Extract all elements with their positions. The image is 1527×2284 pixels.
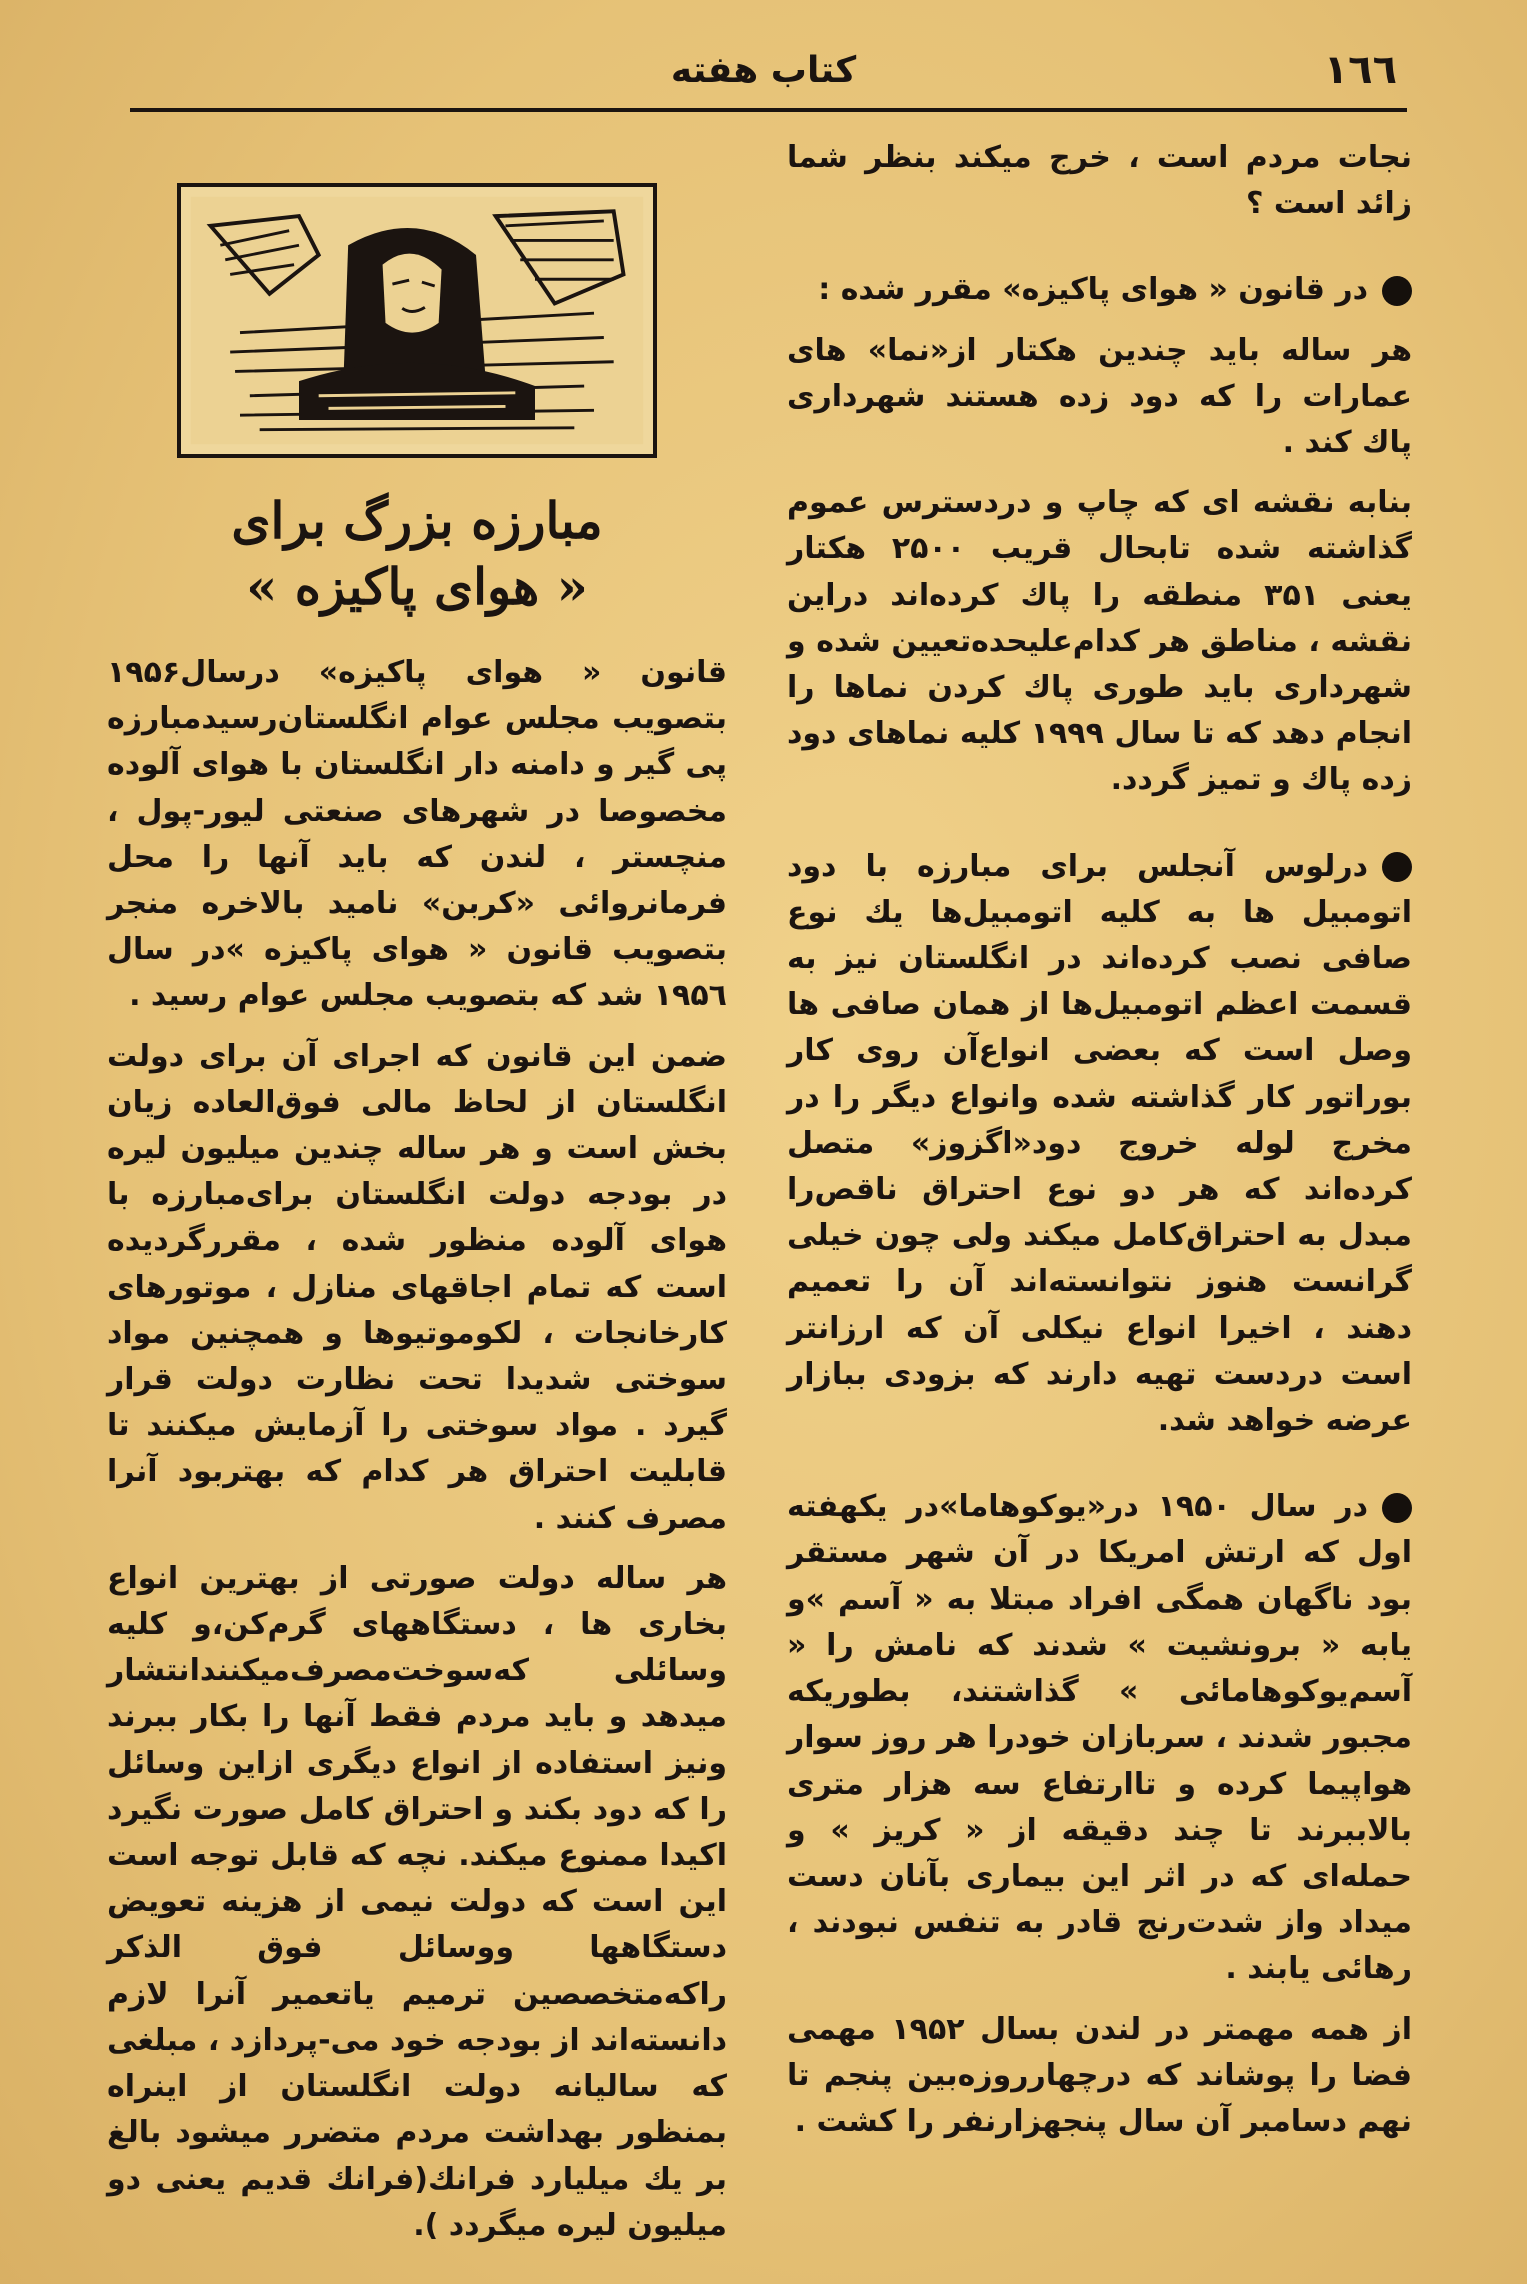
bullet-paragraph: در قانون « هوای پاکیزه» مقرر شده : (787, 267, 1412, 313)
left-column (107, 135, 727, 2249)
article-title-line: مبارزه بزرگ برای (231, 491, 603, 550)
bullet-icon (1382, 852, 1412, 882)
paragraph: هر ساله باید چندین هکتار از«نما» های عمارات را که دود زده هستند شهرداری پاك کند . (787, 332, 1412, 461)
right-column (787, 135, 1412, 2145)
magazine-title: کتاب هفته (670, 49, 857, 91)
paragraph: ضمن این قانون که اجرای آن برای دولت انگلستان از لحاظ مالی فوق‌العاده زیان بخش است و هر ساله چندین میلیون لیره در بودجه دولت انگلستان برای‌مبارزه با هوای آلوده منظور شده ، مقررگردیده است که تمام اجاقهای منازل ، موتورهای کارخانجات ، لکوموتیوها و همچنین مواد سوختی شدیدا تحت نظارت دولت قرار گیرد . مواد سوختی را آزمایش میکنند تا قابلیت احتراق هر کدام که بهتربود آنرا مصرف کنند . (107, 1038, 727, 1536)
bullet-icon (1382, 1493, 1412, 1523)
running-head (130, 40, 1397, 100)
bullet-paragraph: درلوس آنجلس برای مبارزه با دود اتومبیل ها به کلیه اتومبیل‌ها یك نوع صافی نصب کرده‌اند در انگلستان نیز به قسمت اعظم اتومبیل‌ها از همان صافی ها وصل است که بعضی انواع‌آن روی کار بوراتور کار گذاشته شده وانواع دیگر را در مخرج لوله خروج دود«اگزوز» متصل کرده‌اند که هر دو نوع احتراق ناقص‌را مبدل به احتراق‌کامل میکند ولی چون خیلی گرانست هنوز نتوانسته‌اند آن را تعمیم دهند ، اخیرا انواع نیکلی آن که ارزانتر است دردست تهیه دارند که بزودی ببازار عرضه خواهد شد. (787, 848, 1412, 1439)
paragraph: از همه مهمتر در لندن بسال ۱۹۵۲ مهمی فضا را پوشاند که درچهارروزه‌بین پنجم تا نهم دسامبر آن سال پنجهزارنفر را کشت . (787, 2011, 1412, 2139)
sketch-illustration-icon (177, 183, 657, 458)
bullet-paragraph: در سال ۱۹۵۰ در«یوکوهاما»در یکهفته اول که ارتش امریکا در آن شهر مستقر بود ناگهان همگی افراد مبتلا به « آسم »و یابه « برونشیت » شدند که نامش را « آسم‌یوکوهامائی » گذاشتند، بطوریکه مجبور شدند ، سربازان خودرا هر روز سوار هواپیما کرده و تاارتفاع سه هزار متری بالاببرند تا چند دقیقه از « کریز » و حمله‌ای که در اثر این بیماری بآنان دست میداد واز شدت‌رنج قادر به تنفس نبودند ، رهائی یابند . (787, 1489, 1412, 1987)
bullet-icon (1382, 276, 1412, 306)
paragraph: نجات مردم است ، خرج میکند بنظر شما زائد است ؟ (787, 140, 1412, 222)
article-title (107, 488, 727, 620)
header-rule (130, 108, 1407, 112)
paragraph: هر ساله دولت صورتی از بهترین انواع بخاری ها ، دستگاههای گرم‌کن،و کلیه وسائلی که‌سوخت‌مصرف‌میکنندانتشار میدهد و باید مردم فقط آنها را بکار ببرند ونیز استفاده از انواع دیگری ازاین وسائل را که دود بکند و احتراق کامل صورت نگیرد اکیدا ممنوع میکند. نچه که قابل توجه است این است که دولت نیمی از هزینه تعویض دستگاهها ووسائل فوق الذکر راکه‌متخصصین ترمیم یاتعمیر آنرا لازم دانسته‌اند از بودجه خود می-پردازد ، مبلغی که سالیانه دولت انگلستان از اینراه بمنظور بهداشت مردم متضرر میشود بالغ بر یك میلیارد فرانك(فرانك قدیم یعنی دو میلیون لیره میگردد ). (107, 1560, 727, 2243)
paragraph: قانون « هوای پاکیزه» درسال۱۹۵۶ بتصویب مجلس عوام انگلستان‌رسیدمبارزه پی گیر و دامنه دار انگلستان با هوای آلوده مخصوصا در شهرهای صنعتی لیور-پول ، منچستر ، لندن که باید آنها را محل فرمانروائی «کربن» نامید بالاخره منجر بتصویب قانون « هوای پاکیزه »در سال ۱۹۵٦ شد که بتصویب مجلس عوام رسید . (107, 655, 727, 1014)
article-title-line: « هوای پاکیزه » (246, 557, 588, 616)
paragraph: بنابه نقشه ای که چاپ و دردسترس عموم گذاشته شده تابحال قریب ۲۵۰۰ هکتار یعنی ۳۵۱ منطقه را پاك کرده‌اند دراین نقشه ، مناطق هر کدام‌علیحده‌تعیین شده و شهرداری باید طوری پاك کردن نماها را انجام دهد که تا سال ۱۹۹۹ کلیه نماهای دود زده پاك و تمیز گردد. (787, 485, 1412, 798)
page-number: ١٦٦ (1323, 47, 1397, 93)
